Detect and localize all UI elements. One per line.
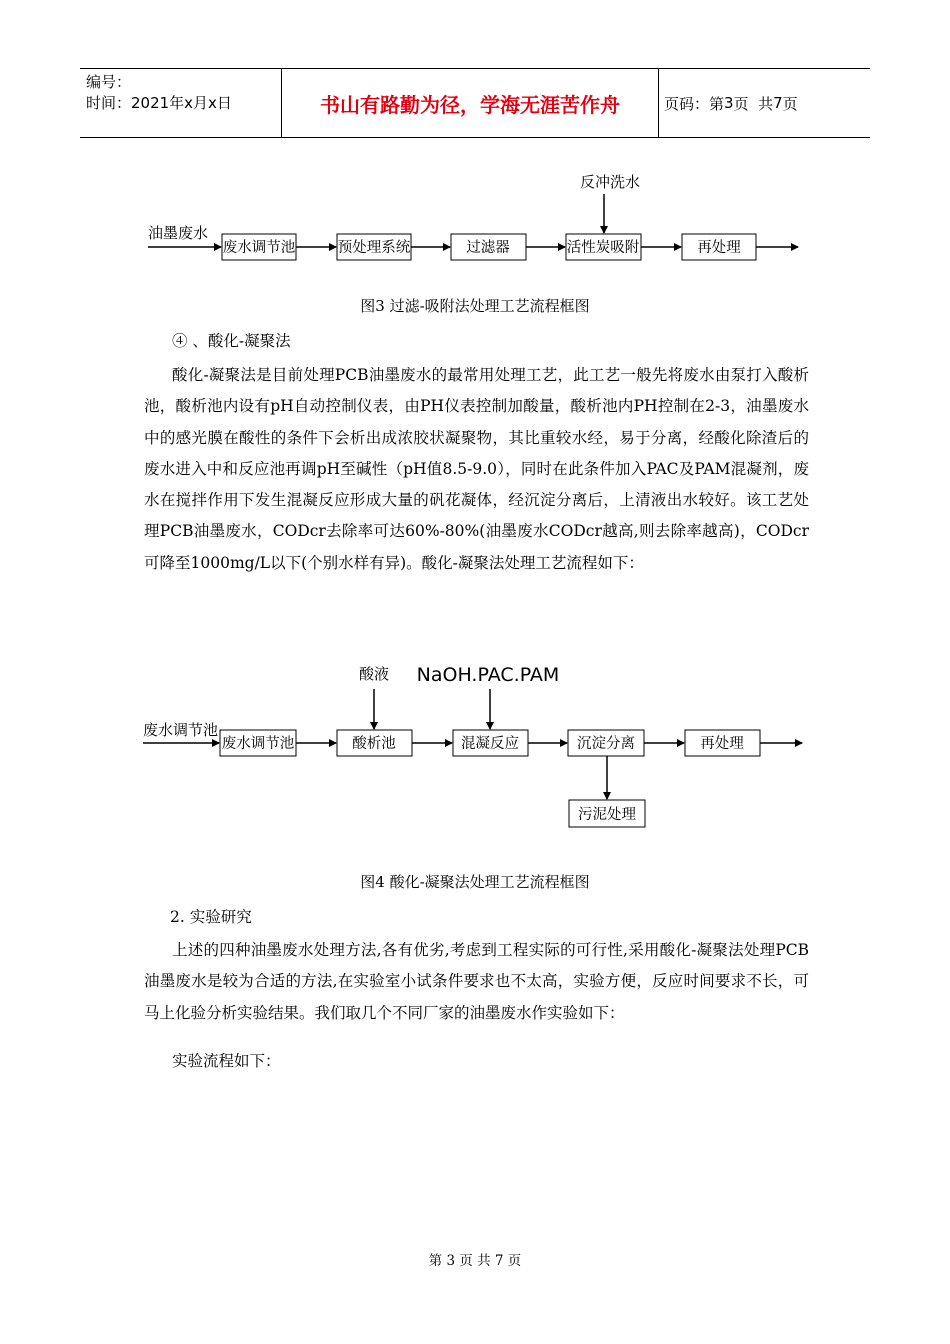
fig3-top-label: 反冲洗水 [580,173,641,191]
fig4-top-label-acid: 酸液 [358,665,390,683]
page-footer: 第 3 页 共 7 页 [428,1253,522,1269]
page-header [80,68,870,138]
paragraph-acidification: 酸化-凝聚法是目前处理PCB油墨废水的最常用处理工艺，此工艺一般先将废水由泵打入酸析池，酸析池内设有pH自动控制仪表，由PH仪表控制加酸量，酸析池内PH控制在2-3，油墨废水中的感光膜在酸性的条件下会析出成浓胶状凝聚物，其比重较水经，易于分离，经酸化除渣后的废水进入中和反应池再调pH至碱性（pH值8.5-9.0），同时在此条件加入PAC及PAM混凝剂，废水在搅拌作用下发生混凝反应形成大量的矾花凝体，经沉淀分离后，上清液出水较好。该工艺处理PCB油墨废水，CODcr去除率可达60%-80%(油墨废水CODcr越高,则去除率越高)，CODcr可降至1000mg/L以下(个别水样有异)。酸化-凝聚法处理工艺流程如下： [144,366,809,572]
fig4-input-label: 废水调节池 [143,721,219,739]
page-prefix: 页码：第 [664,94,725,113]
paragraph-process-intro: 实验流程如下： [172,1052,281,1070]
figure3-caption: 图3 过滤-吸附法处理工艺流程框图 [360,297,590,315]
fig4-sludge-label: 污泥处理 [578,807,636,823]
page-mid: 页 共 [733,94,774,113]
figure4-flowchart [0,655,950,835]
header-divider [658,69,659,137]
figure3-flowchart [0,160,950,280]
header-meta [86,72,232,114]
section4-heading: ④ 、酸化-凝聚法 [172,332,291,350]
document-time-label: 时间：2021年x月x日 [86,94,232,112]
page-current: 3 [724,94,734,112]
paragraph-experiment: 上述的四种油墨废水处理方法,各有优劣,考虑到工程实际的可行性,采用酸化-凝聚法处理PCB油墨废水是较为合适的方法,在实验室小试条件要求也不太高，实验方便，反应时间要求不长，可马上化验分析实验结果。我们取几个不同厂家的油墨废水作实验如下： [144,941,809,1022]
section2-heading: 2. 实验研究 [170,908,252,926]
fig4-box-label: 混凝反应 [461,736,519,752]
page-suffix: 页 [782,94,798,113]
figure4-caption: 图4 酸化-凝聚法处理工艺流程框图 [360,873,590,891]
fig4-top-label-reagents: NaOH.PAC.PAM [416,664,560,686]
fig4-box-label: 废水调节池 [221,736,295,752]
page-total: 7 [773,94,783,112]
fig3-box-label: 活性炭吸附 [566,240,640,256]
fig4-box-label: 酸析池 [352,736,396,752]
fig3-box-label: 再处理 [697,240,741,256]
document-number-label: 编号： [86,73,132,91]
fig3-box-label: 过滤器 [466,240,510,256]
header-page-info [664,69,798,137]
fig3-box-label: 预处理系统 [337,240,411,256]
fig4-box-label: 再处理 [700,736,744,752]
fig3-box-label: 废水调节池 [222,240,296,256]
header-motto: 书山有路勤为径，学海无涯苦作舟 [320,92,620,117]
fig3-input-label: 油墨废水 [148,224,209,242]
fig4-box-label: 沉淀分离 [577,736,635,752]
